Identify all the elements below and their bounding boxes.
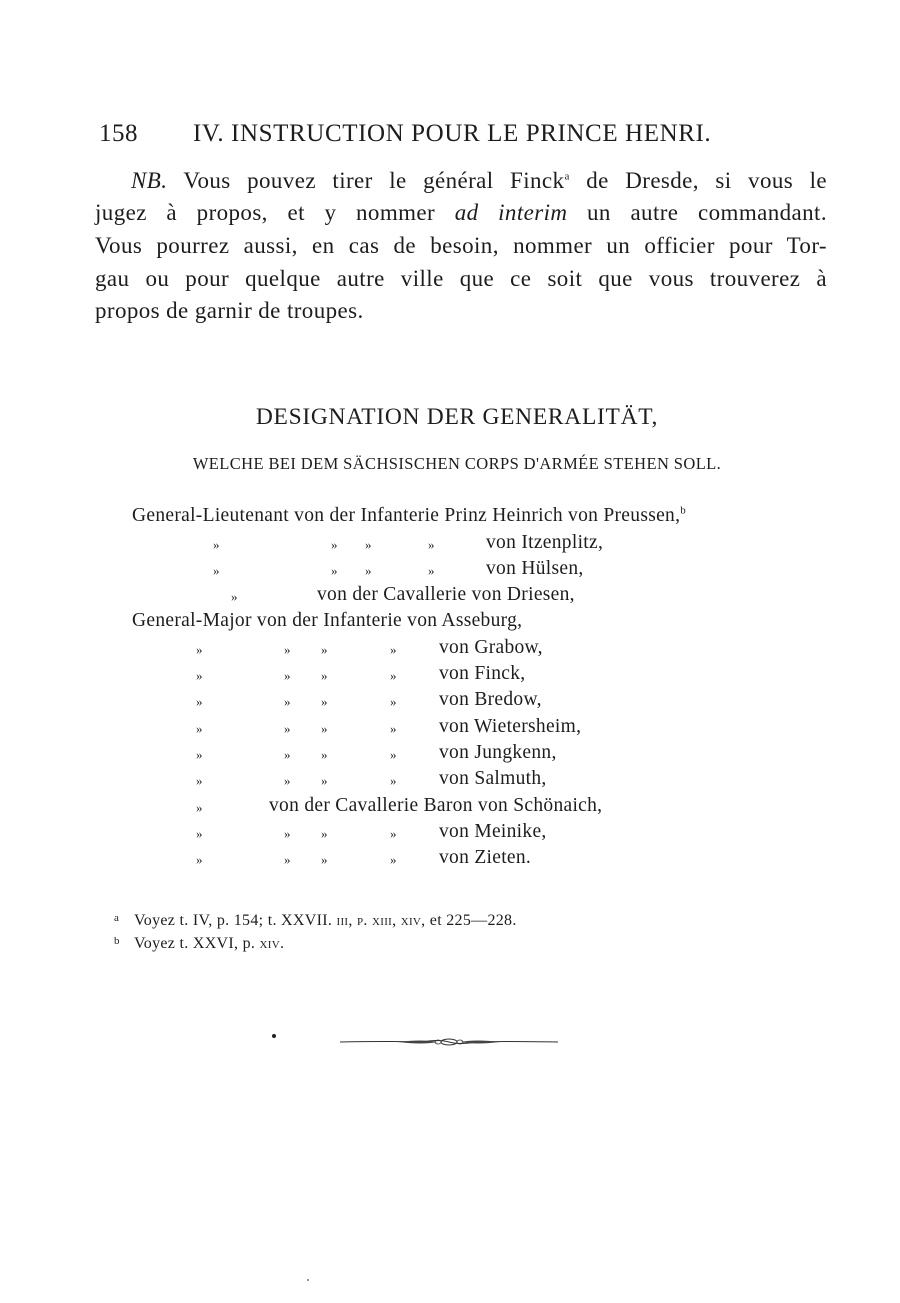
footnote-a-smallcaps: iii, p. xiii, xiv,	[336, 912, 426, 929]
ditto-mark: »	[196, 800, 203, 815]
ditto-mark: »	[331, 563, 338, 578]
ditto-mark: »	[196, 773, 203, 788]
roster-lieutenant-heading	[132, 505, 686, 527]
ditto-mark: »	[284, 642, 291, 657]
roster-name: von Finck,	[439, 663, 526, 684]
ditto-mark: »	[321, 668, 328, 683]
footnote-b-text: Voyez t. XXVI, p.	[134, 935, 256, 952]
ditto-mark: »	[284, 852, 291, 867]
ditto-mark: »	[321, 773, 328, 788]
ditto-mark: »	[428, 537, 435, 552]
footnote-b	[134, 935, 284, 953]
running-head: IV. INSTRUCTION POUR LE PRINCE HENRI.	[193, 120, 712, 147]
nb-paragraph-line-4: gau ou pour quelque autre ville que ce soit que vous trouverez à	[95, 266, 827, 291]
roster-name: von Meinike,	[439, 821, 547, 842]
roster-name: von Wietersheim,	[439, 716, 582, 737]
roster-name: von Bredow,	[439, 689, 542, 710]
ditto-mark: »	[196, 747, 203, 762]
ditto-mark: »	[390, 721, 397, 736]
nb-paragraph-line-2	[95, 200, 827, 226]
ditto-mark: »	[428, 563, 435, 578]
nb-paragraph-line-5: propos de garnir de troupes.	[95, 298, 364, 323]
nb-paragraph-line-1	[131, 168, 827, 194]
ditto-mark: »	[365, 563, 372, 578]
roster-name: von Salmuth,	[439, 768, 547, 789]
ditto-mark: »	[196, 852, 203, 867]
ditto-mark: »	[390, 668, 397, 683]
ditto-mark: »	[390, 773, 397, 788]
ditto-mark: »	[365, 537, 372, 552]
nb-line-1-end: de Dresde, si vous le	[586, 168, 827, 193]
nb-label: NB.	[131, 168, 168, 193]
roster-name: von Hülsen,	[486, 558, 584, 579]
ditto-mark: »	[390, 852, 397, 867]
section-subtitle: WELCHE BEI DEM SÄCHSISCHEN CORPS D'ARMÉE STEHEN SOLL.	[192, 454, 722, 473]
ditto-mark: »	[284, 826, 291, 841]
ditto-mark: »	[284, 747, 291, 762]
section-title: DESIGNATION DER GENERALITÄT,	[255, 404, 659, 430]
footnote-a	[134, 912, 517, 930]
ditto-mark: »	[196, 826, 203, 841]
nb-line-2-start: jugez à propos, et y nommer	[95, 200, 436, 225]
nb-line-2-italic: ad interim	[454, 200, 568, 225]
ditto-mark: »	[213, 563, 220, 578]
ditto-mark: »	[390, 694, 397, 709]
nb-paragraph-line-3: Vous pourrez aussi, en cas de besoin, nommer un officier pour Tor-	[95, 233, 827, 258]
ditto-mark: »	[284, 668, 291, 683]
ditto-mark: »	[390, 747, 397, 762]
end-ornament-icon	[338, 1036, 560, 1048]
footnote-ref-b: b	[680, 504, 687, 517]
ditto-mark: »	[196, 668, 203, 683]
ditto-mark: »	[321, 747, 328, 762]
ditto-mark: »	[321, 642, 328, 657]
footnote-b-smallcaps: xiv.	[259, 935, 285, 952]
ditto-mark: »	[390, 642, 397, 657]
ditto-mark: »	[213, 537, 220, 552]
ditto-mark: »	[196, 694, 203, 709]
nb-line-1-text: Vous pouvez tirer le général Finck	[183, 168, 565, 193]
ditto-mark: »	[231, 589, 238, 604]
ditto-mark: »	[196, 721, 203, 736]
footnote-mark: b	[114, 935, 120, 947]
roster-name: von Zieten.	[439, 847, 532, 868]
ditto-mark: »	[321, 694, 328, 709]
ditto-mark: »	[321, 721, 328, 736]
page-number: 158	[99, 120, 138, 147]
roster-cavalry-entry: von der Cavallerie von Driesen,	[317, 584, 575, 605]
ditto-mark: »	[321, 852, 328, 867]
roster-name: von Jungkenn,	[439, 742, 557, 763]
ditto-mark: »	[196, 642, 203, 657]
ditto-mark: »	[321, 826, 328, 841]
footnote-ref-a: a	[564, 170, 570, 183]
footnote-mark: a	[114, 912, 119, 924]
ditto-mark: »	[284, 721, 291, 736]
footnote-a-end: et 225—228.	[429, 912, 517, 929]
ditto-mark: »	[331, 537, 338, 552]
footnote-a-text: Voyez t. IV, p. 154; t. XXVII.	[134, 912, 333, 929]
nb-line-2-end: un autre commandant.	[587, 200, 827, 225]
ditto-mark: »	[284, 694, 291, 709]
roster-name: von Itzenplitz,	[486, 532, 604, 553]
roster-major-heading: General-Major von der Infanterie von Asseburg,	[132, 610, 523, 631]
ditto-mark: »	[284, 773, 291, 788]
roster-cavalry-entry: von der Cavallerie Baron von Schönaich,	[269, 795, 603, 816]
ink-speck	[307, 1279, 309, 1281]
roster-name: von Grabow,	[439, 637, 543, 658]
ink-speck	[272, 1034, 276, 1038]
ditto-mark: »	[390, 826, 397, 841]
roster-lieutenant-text: General-Lieutenant von der Infanterie Prinz Heinrich von Preussen,	[132, 505, 681, 526]
